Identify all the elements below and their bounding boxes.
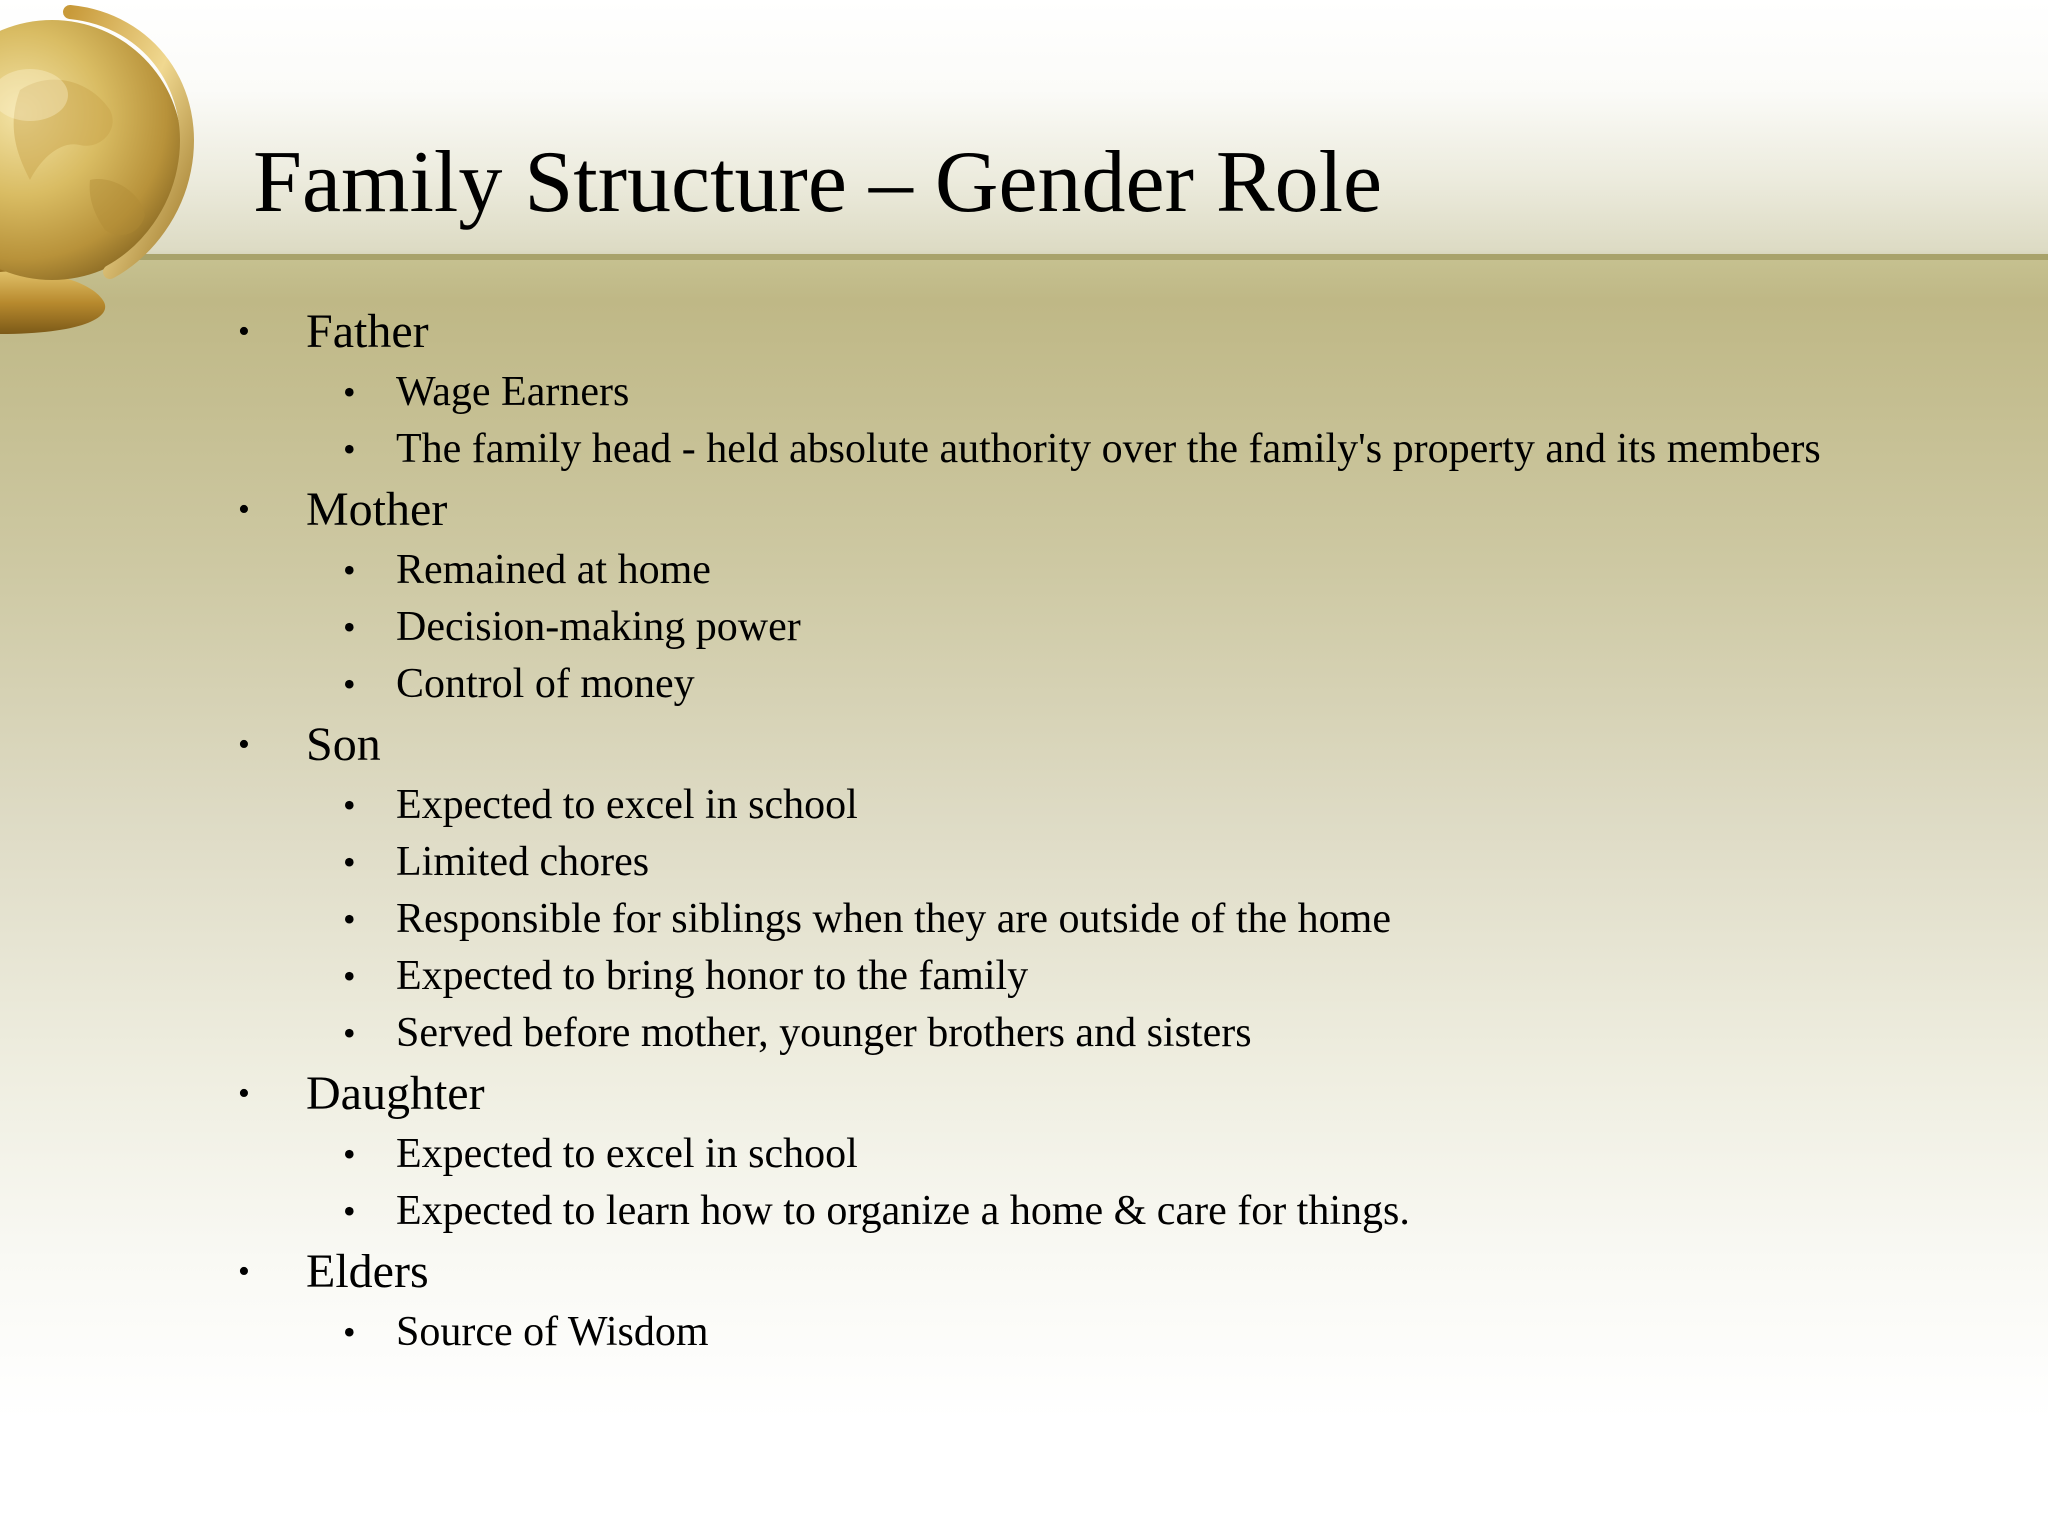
item-text: Decision-making power	[396, 604, 801, 650]
bullet-icon: •	[343, 550, 356, 590]
item-text: Expected to excel in school	[396, 1131, 858, 1177]
bullet-icon: •	[343, 1013, 356, 1053]
item-text: Wage Earners	[396, 369, 630, 415]
bullet-icon: •	[343, 1312, 356, 1352]
bullet-icon: •	[238, 1075, 250, 1112]
bullet-icon: •	[343, 664, 356, 704]
bullet-icon: •	[343, 372, 356, 412]
list-item	[0, 1126, 2048, 1183]
heading-text: Mother	[306, 483, 448, 536]
bullet-icon: •	[343, 956, 356, 996]
list-item-son	[0, 713, 2048, 777]
item-text: Expected to excel in school	[396, 782, 858, 828]
slide-title: Family Structure – Gender Role	[253, 134, 1383, 231]
list-item-elders	[0, 1240, 2048, 1304]
list-item-daughter	[0, 1062, 2048, 1126]
list-item	[0, 599, 2048, 656]
list-item	[0, 948, 2048, 1005]
item-text: Limited chores	[396, 839, 650, 885]
item-text: Expected to bring honor to the family	[396, 953, 1029, 999]
list-item	[0, 834, 2048, 891]
item-text: Served before mother, younger brothers and sisters	[396, 1010, 1252, 1056]
list-item	[0, 364, 2048, 421]
heading-text: Father	[306, 305, 429, 358]
item-text: Remained at home	[396, 547, 711, 593]
bullet-icon: •	[238, 726, 250, 763]
list-item	[0, 891, 2048, 948]
bullet-icon: •	[238, 313, 250, 350]
bullet-icon: •	[343, 1134, 356, 1174]
bullet-icon: •	[343, 1191, 356, 1231]
header-rule	[0, 254, 2048, 260]
item-text: Responsible for siblings when they are outside of the home	[396, 896, 1391, 942]
item-text: Expected to learn how to organize a home & care for things.	[396, 1188, 1410, 1234]
bullet-icon: •	[238, 1253, 250, 1290]
list-item	[0, 1005, 2048, 1062]
bullet-icon: •	[343, 842, 356, 882]
list-item	[0, 542, 2048, 599]
list-item	[0, 1183, 2048, 1240]
item-text: Control of money	[396, 661, 695, 707]
globe-icon	[0, 0, 200, 340]
bullet-list	[0, 300, 2048, 1361]
list-item	[0, 656, 2048, 713]
list-item-mother	[0, 478, 2048, 542]
item-text: Source of Wisdom	[396, 1309, 709, 1355]
list-item	[0, 421, 2048, 478]
bullet-icon: •	[343, 429, 356, 469]
list-item	[0, 777, 2048, 834]
heading-text: Son	[306, 718, 381, 771]
heading-text: Daughter	[306, 1067, 485, 1120]
heading-text: Elders	[306, 1245, 429, 1298]
item-text: The family head - held absolute authority over the family's property and its members	[396, 426, 1821, 472]
bullet-icon: •	[343, 785, 356, 825]
list-item	[0, 1304, 2048, 1361]
bullet-icon: •	[343, 899, 356, 939]
bullet-icon: •	[343, 607, 356, 647]
list-item-father	[0, 300, 2048, 364]
bullet-icon: •	[238, 491, 250, 528]
